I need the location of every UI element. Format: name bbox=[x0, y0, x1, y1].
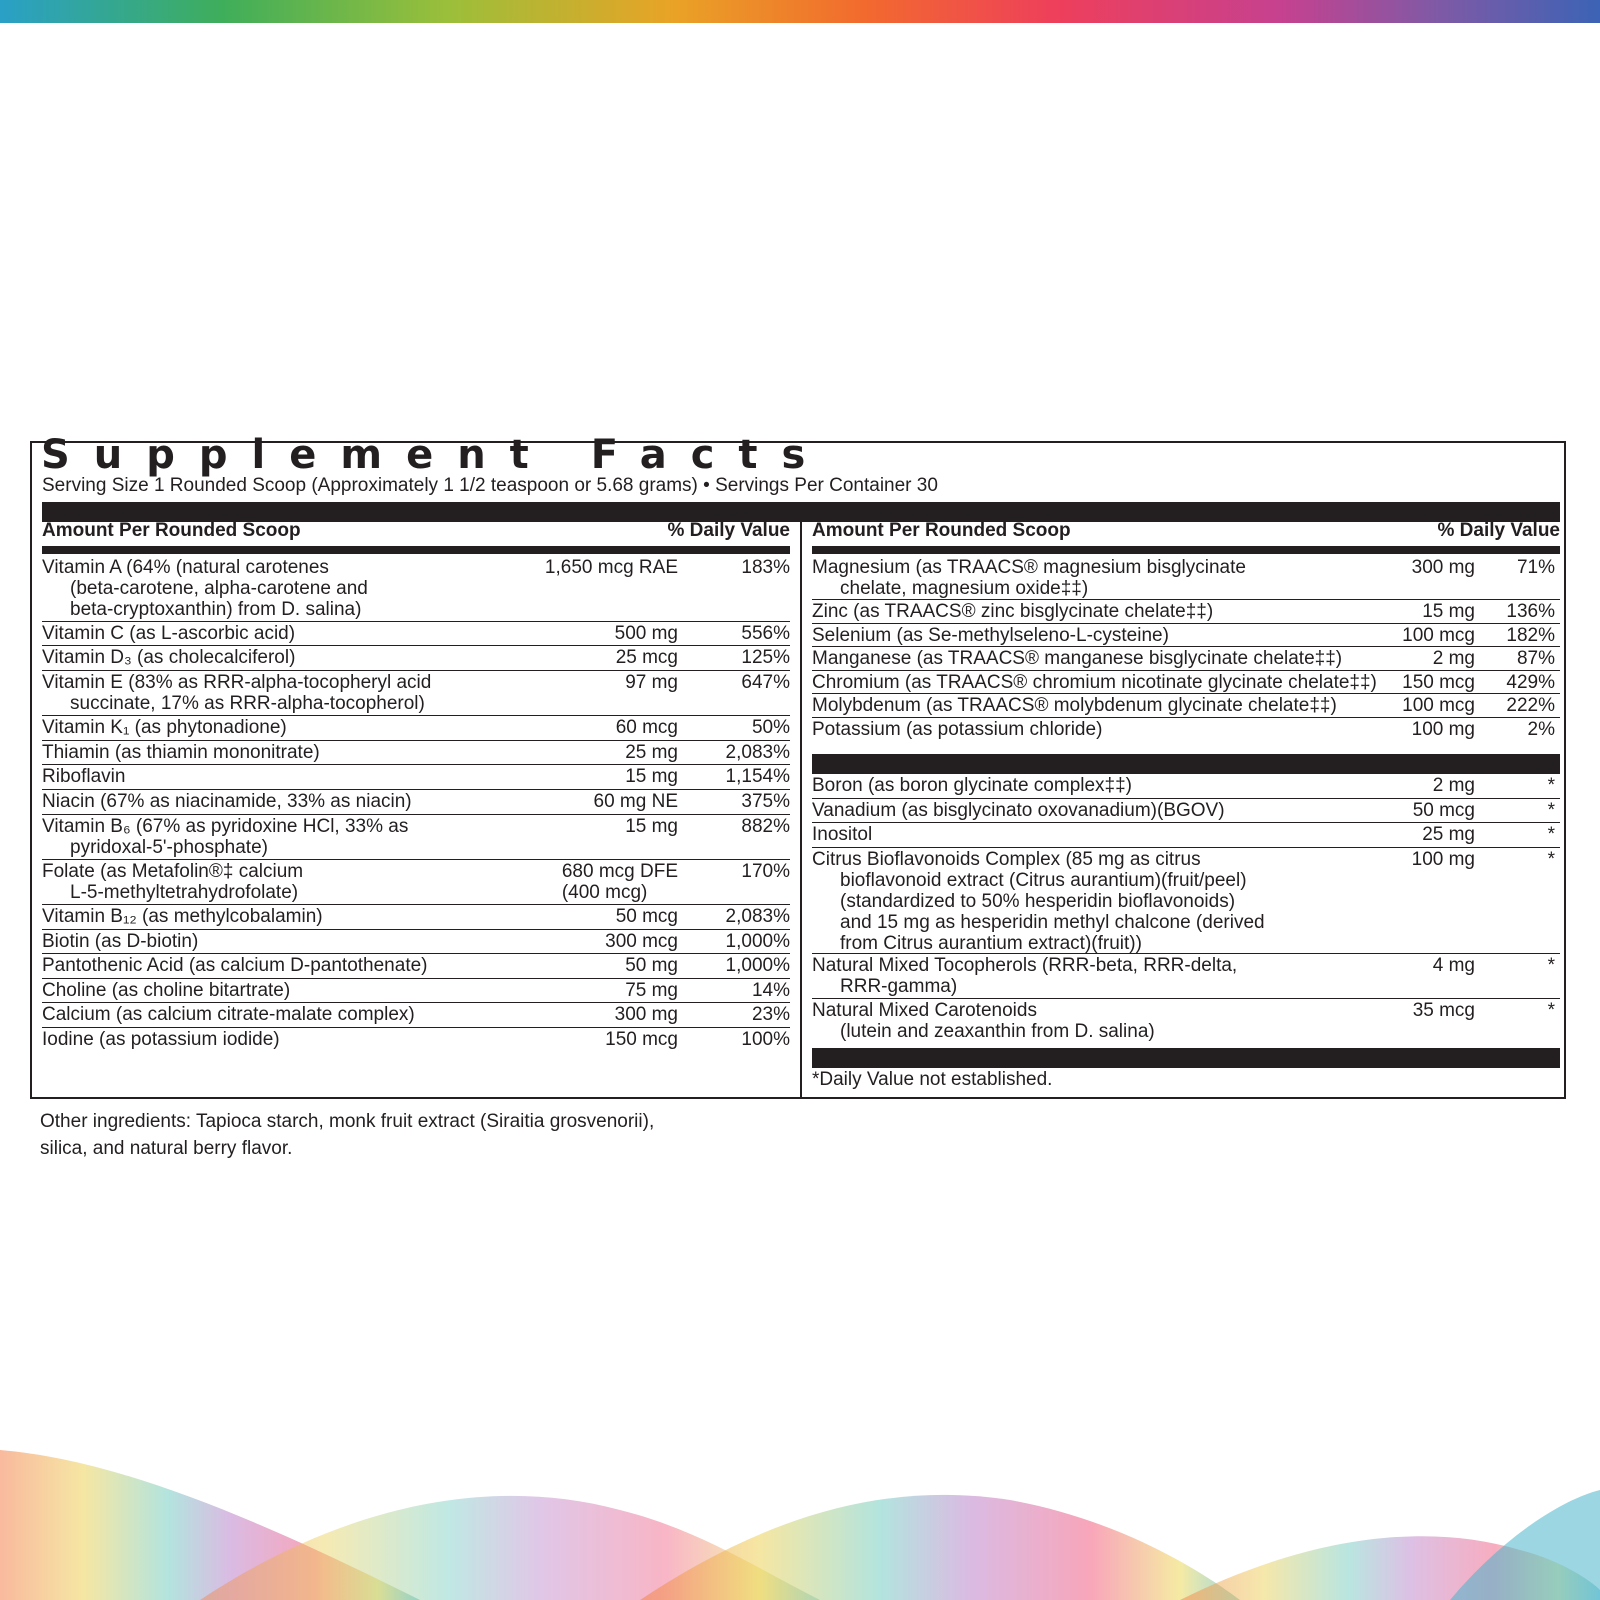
amount-value: 100 mg bbox=[1411, 848, 1475, 870]
left-dv-header: % Daily Value bbox=[667, 520, 790, 541]
nutrient-name bbox=[812, 695, 1337, 716]
nutrient-row bbox=[812, 718, 1560, 742]
daily-value: 1,000% bbox=[725, 955, 790, 977]
nutrient-row bbox=[812, 999, 1560, 1044]
supplement-facts-panel bbox=[30, 432, 1566, 1099]
nutrient-amount bbox=[625, 816, 678, 837]
nutrient-name-line: Vitamin A (64% (natural carotenes bbox=[42, 557, 329, 578]
nutrient-name-line: Citrus Bioflavonoids Complex (85 mg as citrus bbox=[812, 848, 1201, 870]
facts-title: Supplement Facts bbox=[41, 432, 830, 478]
nutrient-name-line: Vitamin C (as L-ascorbic acid) bbox=[42, 622, 296, 644]
nutrient-amount bbox=[562, 861, 678, 903]
nutrient-name bbox=[42, 766, 125, 787]
nutrient-name-line: chelate, magnesium oxide‡‡) bbox=[840, 578, 1089, 599]
amount-value: 35 mcg bbox=[1412, 1000, 1475, 1021]
amount-value: 25 mg bbox=[1422, 824, 1475, 845]
nutrient-row bbox=[42, 790, 790, 815]
nutrient-name bbox=[812, 775, 1132, 796]
daily-value: 222% bbox=[1506, 695, 1555, 716]
nutrient-row bbox=[42, 646, 790, 671]
daily-value: 71% bbox=[1516, 557, 1555, 578]
amount-value: 15 mg bbox=[625, 815, 678, 837]
nutrient-name-line: Thiamin (as thiamin mononitrate) bbox=[42, 741, 320, 763]
nutrient-name bbox=[812, 824, 872, 845]
amount-value: 2 mg bbox=[1432, 648, 1475, 669]
right-column-header bbox=[812, 520, 1560, 546]
nutrient-name bbox=[42, 791, 412, 812]
nutrient-row bbox=[812, 954, 1560, 999]
nutrient-amount bbox=[616, 717, 678, 738]
nutrient-row bbox=[42, 741, 790, 766]
nutrient-name-line: Potassium (as potassium chloride) bbox=[812, 718, 1103, 740]
nutrient-name bbox=[42, 647, 295, 668]
nutrient-name-line: succinate, 17% as RRR-alpha-tocopherol) bbox=[70, 692, 425, 714]
nutrient-name-line: pyridoxal-5'-phosphate) bbox=[70, 836, 268, 858]
nutrient-amount bbox=[1433, 955, 1475, 976]
nutrient-amount bbox=[594, 791, 678, 812]
nutrient-amount bbox=[1422, 824, 1475, 845]
right-dv-header: % Daily Value bbox=[1437, 520, 1560, 541]
nutrient-name bbox=[812, 601, 1213, 622]
daily-value: 375% bbox=[741, 790, 790, 812]
nutrient-row bbox=[42, 815, 790, 860]
daily-value: * bbox=[1547, 799, 1555, 821]
nutrient-row bbox=[42, 1028, 790, 1053]
nutrient-row bbox=[42, 1003, 790, 1028]
amount-value: 15 mg bbox=[625, 766, 678, 788]
amount-value: 1,650 mcg RAE bbox=[544, 557, 678, 578]
nutrient-amount bbox=[1422, 601, 1475, 622]
amount-value: 50 mg bbox=[625, 955, 678, 977]
nutrient-amount bbox=[616, 906, 678, 927]
nutrient-amount bbox=[615, 1004, 678, 1025]
nutrient-name bbox=[42, 861, 303, 903]
amount-value: 500 mg bbox=[614, 622, 678, 644]
daily-value: 429% bbox=[1506, 671, 1555, 693]
amount-value: 75 mg bbox=[625, 979, 678, 1001]
nutrient-name bbox=[42, 816, 408, 858]
amount-value: 25 mcg bbox=[615, 647, 678, 669]
nutrient-name bbox=[42, 742, 320, 763]
nutrient-name-line: Boron (as boron glycinate complex‡‡) bbox=[812, 775, 1133, 796]
nutrient-name bbox=[42, 672, 431, 714]
nutrient-name-line: Biotin (as D-biotin) bbox=[42, 930, 199, 952]
nutrient-row bbox=[812, 624, 1560, 648]
nutrient-name-line: Vitamin B₁₂ (as methylcobalamin) bbox=[42, 905, 323, 927]
amount-value: 97 mg bbox=[625, 671, 678, 693]
daily-value: 23% bbox=[751, 1004, 790, 1026]
nutrient-name-line: Pantothenic Acid (as calcium D-pantothenate) bbox=[42, 955, 428, 977]
nutrient-name-line: L-5-methyltetrahydrofolate) bbox=[70, 881, 299, 903]
daily-value: * bbox=[1547, 848, 1555, 870]
right-nutrient-list-a bbox=[812, 556, 1560, 741]
nutrient-amount bbox=[605, 1029, 678, 1050]
amount-value: 60 mg NE bbox=[593, 790, 678, 812]
nutrient-name-line: Niacin (67% as niacinamide, 33% as niacin) bbox=[42, 790, 412, 812]
amount-value: 150 mcg bbox=[1402, 671, 1475, 693]
amount-value: 100 mcg bbox=[1402, 624, 1475, 646]
other-ingredients: Other ingredients: Tapioca starch, monk fruit extract (Siraitia grosvenorii), silica, and natural berry flavor. bbox=[40, 1111, 655, 1159]
daily-value: * bbox=[1547, 955, 1555, 976]
nutrient-row bbox=[42, 716, 790, 741]
nutrient-amount bbox=[1412, 719, 1475, 740]
nutrient-row bbox=[42, 556, 790, 622]
nutrient-row bbox=[42, 671, 790, 716]
nutrient-name-line: Vitamin B₆ (67% as pyridoxine HCl, 33% as bbox=[42, 815, 409, 837]
amount-value: 300 mcg bbox=[605, 930, 678, 952]
nutrient-name-line: (standardized to 50% hesperidin bioflavonoids) bbox=[840, 890, 1236, 912]
nutrient-name bbox=[42, 955, 428, 976]
daily-value: 100% bbox=[741, 1028, 790, 1050]
nutrient-row bbox=[812, 848, 1560, 955]
nutrient-name-line: Vitamin K₁ (as phytonadione) bbox=[42, 717, 287, 739]
nutrient-name-line: Chromium (as TRAACS® chromium nicotinate glycinate chelate‡‡) bbox=[812, 671, 1377, 693]
nutrient-name-line: Natural Mixed Carotenoids bbox=[812, 1000, 1037, 1021]
nutrient-name-line: Selenium (as Se-methylseleno-L-cysteine) bbox=[812, 624, 1169, 646]
amount-value: 100 mcg bbox=[1402, 695, 1475, 716]
nutrient-name bbox=[812, 672, 1377, 693]
nutrient-amount bbox=[1402, 695, 1475, 716]
daily-value: 1,154% bbox=[725, 766, 790, 788]
nutrient-name-line: Choline (as choline bitartrate) bbox=[42, 979, 291, 1001]
nutrient-amount bbox=[545, 557, 678, 578]
nutrient-row bbox=[812, 647, 1560, 671]
daily-value: 2,083% bbox=[725, 741, 790, 763]
nutrient-row bbox=[812, 694, 1560, 718]
daily-value: 125% bbox=[741, 647, 790, 669]
daily-value: * bbox=[1547, 824, 1555, 845]
daily-value: 87% bbox=[1516, 648, 1555, 669]
amount-value: 60 mcg bbox=[615, 717, 678, 739]
amount-secondary: (400 mcg) bbox=[561, 881, 648, 903]
amount-value: 50 mcg bbox=[1412, 799, 1475, 821]
nutrient-row bbox=[812, 671, 1560, 695]
nutrient-name-line: Riboflavin bbox=[42, 766, 126, 788]
bottom-black-bar bbox=[812, 1048, 1560, 1068]
dotted-wave-decoration bbox=[0, 1430, 1600, 1600]
nutrient-row bbox=[42, 954, 790, 979]
nutrient-name-line: (beta-carotene, alpha-carotene and bbox=[70, 578, 368, 599]
nutrient-row bbox=[42, 860, 790, 905]
amount-value: 2 mg bbox=[1432, 775, 1475, 796]
daily-value: 882% bbox=[741, 815, 790, 837]
amount-value: 150 mcg bbox=[605, 1028, 678, 1050]
nutrient-name-line: Calcium (as calcium citrate-malate complex) bbox=[42, 1004, 415, 1026]
daily-value: 182% bbox=[1506, 624, 1555, 646]
nutrient-amount bbox=[625, 742, 678, 763]
left-header-rule bbox=[42, 546, 790, 554]
nutrient-row bbox=[42, 979, 790, 1004]
nutrient-name-line: and 15 mg as hesperidin methyl chalcone (derived bbox=[840, 911, 1265, 933]
nutrient-name bbox=[812, 625, 1169, 646]
nutrient-amount bbox=[1413, 800, 1475, 821]
daily-value: 2% bbox=[1527, 718, 1555, 740]
nutrient-amount bbox=[1433, 775, 1475, 796]
nutrient-name bbox=[812, 719, 1102, 740]
daily-value: * bbox=[1547, 775, 1555, 796]
left-amount-header: Amount Per Rounded Scoop bbox=[42, 520, 301, 541]
nutrient-name bbox=[42, 980, 290, 1001]
nutrient-name-line: Manganese (as TRAACS® manganese bisglycinate chelate‡‡) bbox=[812, 648, 1343, 669]
nutrient-name-line: beta-cryptoxanthin) from D. salina) bbox=[70, 599, 362, 620]
nutrient-amount bbox=[625, 980, 678, 1001]
daily-value: 14% bbox=[751, 979, 790, 1001]
nutrient-amount bbox=[615, 623, 678, 644]
nutrient-amount bbox=[1402, 672, 1475, 693]
right-nutrient-list-b bbox=[812, 774, 1560, 1044]
nutrient-name bbox=[812, 955, 1237, 997]
amount-value: 680 mcg DFE bbox=[561, 860, 678, 882]
nutrient-name bbox=[812, 648, 1342, 669]
nutrient-amount bbox=[1413, 1000, 1475, 1021]
amount-value: 300 mg bbox=[614, 1004, 678, 1026]
nutrient-row bbox=[42, 622, 790, 647]
daily-value-footnote: *Daily Value not established. bbox=[812, 1069, 1053, 1090]
nutrient-name bbox=[812, 849, 1265, 954]
nutrient-name-line: Vitamin E (83% as RRR-alpha-tocopheryl acid bbox=[42, 671, 432, 693]
top-rainbow-bar bbox=[0, 0, 1600, 23]
amount-value: 25 mg bbox=[625, 741, 678, 763]
nutrient-name-line: Inositol bbox=[812, 824, 873, 845]
nutrient-name bbox=[812, 800, 1225, 821]
nutrient-name-line: Magnesium (as TRAACS® magnesium bisglycinate bbox=[812, 557, 1246, 578]
amount-value: 300 mg bbox=[1411, 557, 1475, 578]
daily-value: 556% bbox=[741, 622, 790, 644]
nutrient-amount bbox=[625, 766, 678, 787]
nutrient-name bbox=[812, 557, 1246, 599]
daily-value: 2,083% bbox=[725, 905, 790, 927]
nutrient-amount bbox=[1412, 557, 1475, 578]
nutrient-row bbox=[812, 774, 1560, 799]
serving-info: Serving Size 1 Rounded Scoop (Approximately 1 1/2 teaspoon or 5.68 grams) • Servings Per Container 30 bbox=[42, 475, 938, 496]
nutrient-row bbox=[812, 556, 1560, 600]
daily-value: 50% bbox=[751, 717, 790, 739]
nutrient-amount bbox=[625, 672, 678, 693]
nutrient-amount bbox=[1433, 648, 1475, 669]
nutrient-name-line: Natural Mixed Tocopherols (RRR-beta, RRR-delta, bbox=[812, 955, 1238, 976]
nutrient-name bbox=[42, 1029, 280, 1050]
nutrient-name bbox=[42, 1004, 415, 1025]
nutrient-row bbox=[42, 930, 790, 955]
nutrient-amount bbox=[616, 647, 678, 668]
daily-value: 170% bbox=[741, 860, 790, 882]
nutrient-name bbox=[812, 1000, 1155, 1042]
amount-value: 100 mg bbox=[1411, 718, 1475, 740]
nutrient-name-line: Vanadium (as bisglycinato oxovanadium)(BGOV) bbox=[812, 799, 1225, 821]
nutrient-name-line: from Citrus aurantium extract)(fruit)) bbox=[840, 932, 1142, 954]
nutrient-name bbox=[42, 557, 368, 620]
nutrient-name-line: (lutein and zeaxanthin from D. salina) bbox=[840, 1021, 1155, 1042]
nutrient-name-line: Zinc (as TRAACS® zinc bisglycinate chelate‡‡) bbox=[812, 601, 1214, 622]
nutrient-name bbox=[42, 623, 295, 644]
right-amount-header: Amount Per Rounded Scoop bbox=[812, 520, 1071, 541]
amount-value: 4 mg bbox=[1432, 955, 1475, 976]
nutrient-amount bbox=[1402, 625, 1475, 646]
amount-value: 50 mcg bbox=[615, 905, 678, 927]
nutrient-row bbox=[812, 823, 1560, 848]
nutrient-name-line: Vitamin D₃ (as cholecalciferol) bbox=[42, 647, 296, 669]
nutrient-name-line: Iodine (as potassium iodide) bbox=[42, 1028, 280, 1050]
daily-value: 1,000% bbox=[725, 930, 790, 952]
nutrient-name bbox=[42, 931, 198, 952]
daily-value: 183% bbox=[741, 557, 790, 578]
nutrient-row bbox=[812, 600, 1560, 624]
nutrient-name bbox=[42, 906, 323, 927]
daily-value: 136% bbox=[1506, 601, 1555, 622]
right-header-rule bbox=[812, 546, 1560, 554]
daily-value: 647% bbox=[741, 671, 790, 693]
nutrient-name-line: bioflavonoid extract (Citrus aurantium)(fruit/peel) bbox=[840, 869, 1247, 891]
nutrient-amount bbox=[605, 931, 678, 952]
column-divider bbox=[800, 519, 802, 1099]
nutrient-row bbox=[812, 799, 1560, 824]
nutrient-name-line: Molybdenum (as TRAACS® molybdenum glycinate chelate‡‡) bbox=[812, 695, 1337, 716]
daily-value: * bbox=[1547, 1000, 1555, 1021]
left-column-header bbox=[42, 520, 790, 546]
nutrient-row bbox=[42, 765, 790, 790]
nutrient-name-line: Folate (as Metafolin®‡ calcium bbox=[42, 860, 304, 882]
nutrient-name bbox=[42, 717, 287, 738]
nutrient-name-line: RRR-gamma) bbox=[840, 976, 958, 997]
amount-value: 15 mg bbox=[1422, 601, 1475, 622]
nutrient-amount bbox=[1412, 849, 1475, 870]
nutrient-row bbox=[42, 905, 790, 930]
mid-black-bar bbox=[812, 754, 1560, 774]
nutrient-amount bbox=[625, 955, 678, 976]
left-nutrient-list bbox=[42, 556, 790, 1052]
